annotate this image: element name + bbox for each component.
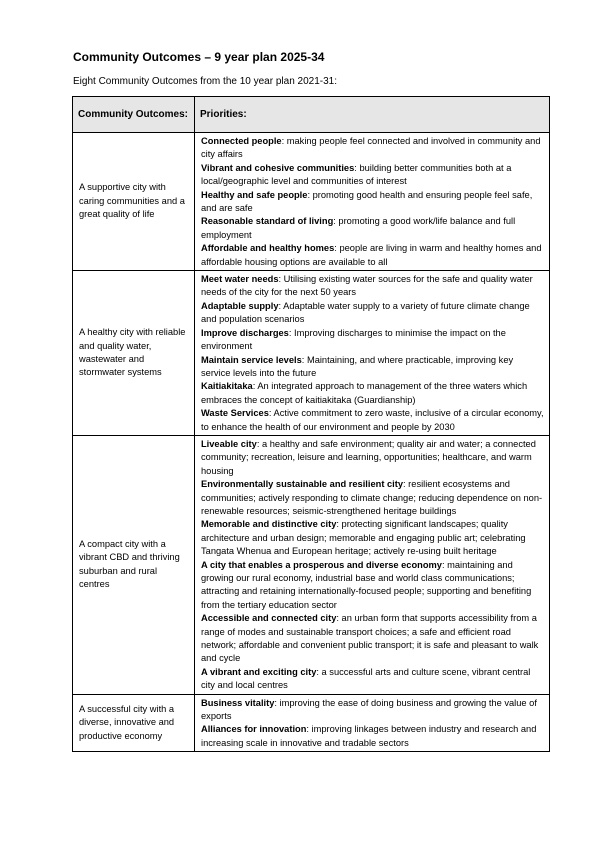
priority-item: [201, 438, 544, 478]
priority-item: [201, 666, 544, 693]
priority-item: [201, 697, 544, 724]
outcome-cell: A healthy city with reliable and quality water, wastewater and stormwater systems: [73, 271, 195, 436]
priority-desc: : Improving discharges to minimise the impact on the environment: [201, 327, 506, 352]
outcome-cell: A supportive city with caring communities and a great quality of life: [73, 133, 195, 271]
priority-desc: : Adaptable water supply to a variety of future climate change and population scenarios: [201, 300, 530, 325]
priority-item: [201, 559, 544, 613]
priority-desc: : a successful arts and culture scene, vibrant central city and local centres: [201, 666, 531, 691]
priority-desc: : Maintaining, and where practicable, improving key service levels into the future: [201, 354, 514, 378]
table-header-row: [73, 97, 550, 133]
priority-desc: : making people feel connected and involved in community and city affairs: [201, 136, 541, 160]
document-title: Community Outcomes – 9 year plan 2025-34: [73, 50, 325, 64]
priority-desc: : promoting a good work/life balance and full employment: [201, 216, 516, 240]
priority-name: Maintain service levels: [201, 354, 302, 365]
priority-item: [201, 135, 544, 162]
priority-item: [201, 380, 544, 407]
header-priorities: Priorities:: [195, 97, 550, 133]
priority-name: Healthy and safe people: [201, 189, 308, 200]
table-row: [73, 694, 550, 752]
priority-desc: : a healthy and safe environment; quality air and water; a connected community; recreation, leisure and learning, opportunities; healthcare, and warm housing: [201, 438, 536, 476]
priority-desc: : improving linkages between industry and research and increasing scale in innovative and tradable sectors: [201, 724, 537, 748]
priority-item: [201, 189, 544, 216]
priority-item: [201, 273, 544, 300]
priority-name: Liveable city: [201, 438, 257, 449]
priorities-cell: [195, 133, 550, 271]
outcome-cell: A compact city with a vibrant CBD and thriving suburban and rural centres: [73, 435, 195, 694]
priority-name: Alliances for innovation: [201, 724, 307, 735]
priority-desc: : promoting good health and ensuring people feel safe, and are safe: [201, 189, 533, 214]
priority-item: [201, 478, 544, 518]
priorities-cell: [195, 694, 550, 752]
priority-item: [201, 327, 544, 354]
priority-item: [201, 242, 544, 269]
priority-desc: : maintaining and growing our rural economy, industrial base and world class communications; attracting and retaining internationally-focused people; supporting and benefiting from the tertiary education sector: [201, 559, 532, 610]
outcome-cell: A successful city with a diverse, innovative and productive economy: [73, 694, 195, 752]
intro-text: Eight Community Outcomes from the 10 year plan 2021-31:: [73, 76, 338, 87]
priority-name: Adaptable supply: [201, 300, 279, 311]
table-row: [73, 271, 550, 436]
priority-name: A vibrant and exciting city: [201, 666, 317, 677]
priority-item: [201, 215, 544, 242]
table-row: [73, 435, 550, 694]
priority-item: [201, 518, 544, 558]
priority-item: [201, 723, 544, 750]
priority-desc: : protecting significant landscapes; quality architecture and urban design; memorable and engaging public art; celebrating Tangata Whenua and European heritage; actively re-using built heritage: [201, 519, 526, 557]
priority-desc: : An integrated approach to management of the three waters which embraces the concept of kaitiakitaka (Guardianship): [201, 381, 528, 405]
priorities-cell: [195, 435, 550, 694]
priority-name: A city that enables a prosperous and diverse economy: [201, 559, 442, 570]
priority-name: Improve discharges: [201, 327, 289, 338]
priority-item: [201, 354, 544, 381]
priority-desc: : improving the ease of doing business and growing the value of exports: [201, 697, 537, 722]
priority-desc: : Utilising existing water sources for the safe and quality water needs of the city for the next 50 years: [201, 274, 533, 298]
priority-desc: : resilient ecosystems and communities; actively responding to climate change; reducing dependence on non-renewable resources; seismic-strengthened heritage buildings: [201, 479, 543, 516]
priority-item: [201, 612, 544, 666]
community-outcomes-table: [72, 96, 550, 752]
header-outcomes: Community Outcomes:: [73, 97, 195, 133]
priority-name: Waste Services: [201, 408, 269, 419]
priority-name: Connected people: [201, 136, 282, 146]
table-row: [73, 133, 550, 271]
priority-item: [201, 407, 544, 434]
priority-name: Business vitality: [201, 697, 275, 708]
priority-desc: : an urban form that supports accessibility from a range of modes and sustainable transport choices; a safe and efficient road network; affordable and convenient public transport; it is safe and pleasant to walk and cycle: [201, 613, 539, 664]
priority-item: [201, 300, 544, 327]
priority-item: [201, 162, 544, 189]
priority-desc: : Active commitment to zero waste, inclusive of a circular economy, to enhance the health of our environment and people by 2030: [201, 408, 544, 432]
priorities-cell: [195, 271, 550, 436]
priority-name: Vibrant and cohesive communities: [201, 162, 355, 173]
priority-name: Environmentally sustainable and resilient city: [201, 479, 404, 490]
priority-name: Memorable and distinctive city: [201, 519, 337, 530]
priority-name: Affordable and healthy homes: [201, 243, 335, 254]
priority-desc: : building better communities both at a local/geographic level and communities of interest: [201, 162, 512, 187]
priority-name: Reasonable standard of living: [201, 216, 334, 227]
priority-name: Accessible and connected city: [201, 613, 337, 624]
priority-name: Meet water needs: [201, 274, 279, 285]
priority-desc: : people are living in warm and healthy homes and affordable housing options are available to all: [201, 243, 542, 267]
priority-name: Kaitiakitaka: [201, 381, 253, 392]
